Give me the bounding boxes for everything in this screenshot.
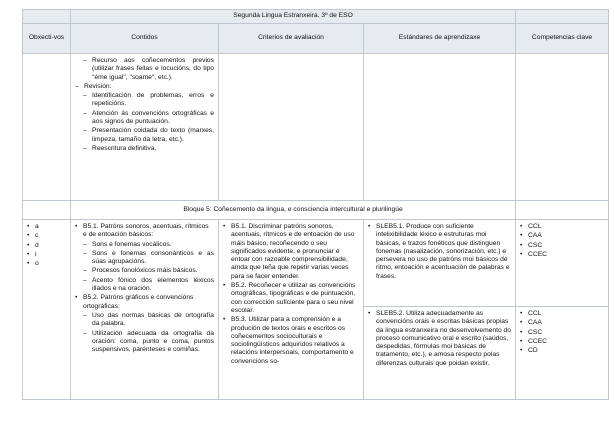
contidos-heading: • B5.2. Patróns gráficos e convencións ortográficas: [75, 294, 214, 311]
list-item: – Acento fónico dos elementos léxicos illados e na oración. [83, 277, 214, 294]
header-contidos: Contidos [71, 24, 219, 54]
curriculum-table [22, 9, 609, 400]
contidos-b51-items [83, 241, 214, 294]
cont-criterios-cell [219, 54, 364, 201]
table-title: Segunda Lingua Estranxeira. 3º de ESO [71, 10, 516, 24]
criterios-cell [219, 220, 364, 400]
revision-list [75, 83, 214, 91]
cont-competencias-cell [516, 54, 609, 201]
list-item: • a [27, 223, 66, 231]
list-item: – Atención ás convencións ortográficas e aos signos de puntuación. [83, 110, 214, 127]
list-item: – Identificación de problemas, erros e repeticións. [83, 92, 214, 109]
competencias-list-1 [520, 223, 604, 259]
list-item: – Sons e fonemas vocálicos. [83, 241, 214, 249]
estandares-list-2 [368, 310, 511, 368]
contidos-cell [71, 220, 219, 400]
cont-estandares-cell [364, 54, 516, 201]
list-item: – Reescritura definitiva. [83, 145, 214, 153]
revision-label: – Revisión: [75, 83, 214, 91]
list-item: • CAA [520, 319, 604, 327]
list-item: • SLEB5.2. Utiliza adecuadamente as convencións orais e escritas básicas propias da lingua estranxeira no desenvolvemento do proceso comunicativo oral e escrito (saúdos, despedidas, fórmulas moi básicas de tratamento, etc.), e amosa respecto polas diferenzas culturais que poidan existir. [368, 310, 511, 368]
objectives-list [27, 223, 66, 268]
header-blank-cell-right [516, 10, 609, 24]
list-item: • d [27, 242, 66, 250]
list-item: • c [27, 232, 66, 240]
list-item: • CCL [520, 223, 604, 231]
revision-items [83, 92, 214, 153]
block-blank-cell-right [516, 201, 609, 220]
list-item: • CCEC [520, 338, 604, 346]
list-item: • CD [520, 347, 604, 355]
list-item: – Procesos fonolóxicos máis básicos. [83, 267, 214, 275]
criterios-list [223, 223, 359, 366]
list-item: – Uso das normas básicas de ortografía da palabra. [83, 312, 214, 329]
contidos-b52 [75, 294, 214, 311]
list-item: • CCEC [520, 251, 604, 259]
contidos-b51 [75, 223, 214, 240]
list-item: • SLEB5.1. Produce con suficiente intelixibilidade léxico e estruturas moi básicas, e trazos fonéticos que distinguen fonemas (nasalización, sonorización, etc.) e persevera no uso de patróns moi básicos de ritmo, entoación e acentuación de palabras e frases. [368, 223, 511, 281]
contidos-b52-items [83, 312, 214, 354]
list-item: • B5.2. Recoñecer e utilizar as convencións ortográficas, tipográficas e de puntuación, con corrección suficiente para o seu nivel escolar. [223, 282, 359, 315]
competencias-cell-2 [516, 307, 609, 400]
objectives-cell [23, 220, 71, 400]
list-item: • CAA [520, 232, 604, 240]
cont-contidos-cell [71, 54, 219, 201]
list-item: • i [27, 251, 66, 259]
competencias-list-2 [520, 310, 604, 355]
list-item: • B5.1. Discriminar patróns sonoros, acentuais, rítmicos e de entoación de uso máis básico, recoñecendo o seu significados evidente, e pronunciar e entoar con razoable comprensibilidade, aínda que teña que repetir varias veces para se facer entender. [223, 223, 359, 281]
header-criterios: Criterios de avaliación [219, 24, 364, 54]
contidos-heading: • B5.1. Patróns sonoros, acentuais, rítmicos e de entoación básicos: [75, 223, 214, 240]
list-item: – Recurso aos coñecementos previos (utilizar frases feitas e locucións, do tipo "éme igual", "soame", etc.). [83, 57, 214, 82]
competencias-cell-1 [516, 220, 609, 307]
list-item: • CCL [520, 310, 604, 318]
estandares-cell-1 [364, 220, 516, 307]
estandares-cell-2 [364, 307, 516, 400]
list-item: – Presentación coidada do texto (marxes, limpeza, tamaño da letra, etc.). [83, 127, 214, 144]
block-blank-cell [23, 201, 71, 220]
list-item: • CSC [520, 242, 604, 250]
list-item: – Sons e fonemas consonánticos e as súas agrupacións. [83, 250, 214, 267]
estandares-list-1 [368, 223, 511, 281]
cont-list [83, 57, 214, 82]
header-competencias: Competencias clave [516, 24, 609, 54]
block-title: Bloque 5: Coñecemento da lingua, e consciencia intercultural e plurilingüe [71, 201, 516, 220]
header-obxectivos: Obxecti-vos [23, 24, 71, 54]
list-item: • B5.3. Utilizar para a comprensión e a produción de textos orais e escritos os coñecementos socioculturais e sociolingüísticos adquiridos relativos a relacións interpersoais, comportamento e convencións so- [223, 316, 359, 366]
list-item: – Utilización adecuada da ortografía da oración: coma, punto e coma, puntos suspensivos, parénteses e comiñas. [83, 330, 214, 355]
list-item: • CSC [520, 329, 604, 337]
cont-obxectivos-cell [23, 54, 71, 201]
list-item: • o [27, 260, 66, 268]
header-estandares: Estándares de aprendizaxe [364, 24, 516, 54]
header-blank-cell [23, 10, 71, 24]
